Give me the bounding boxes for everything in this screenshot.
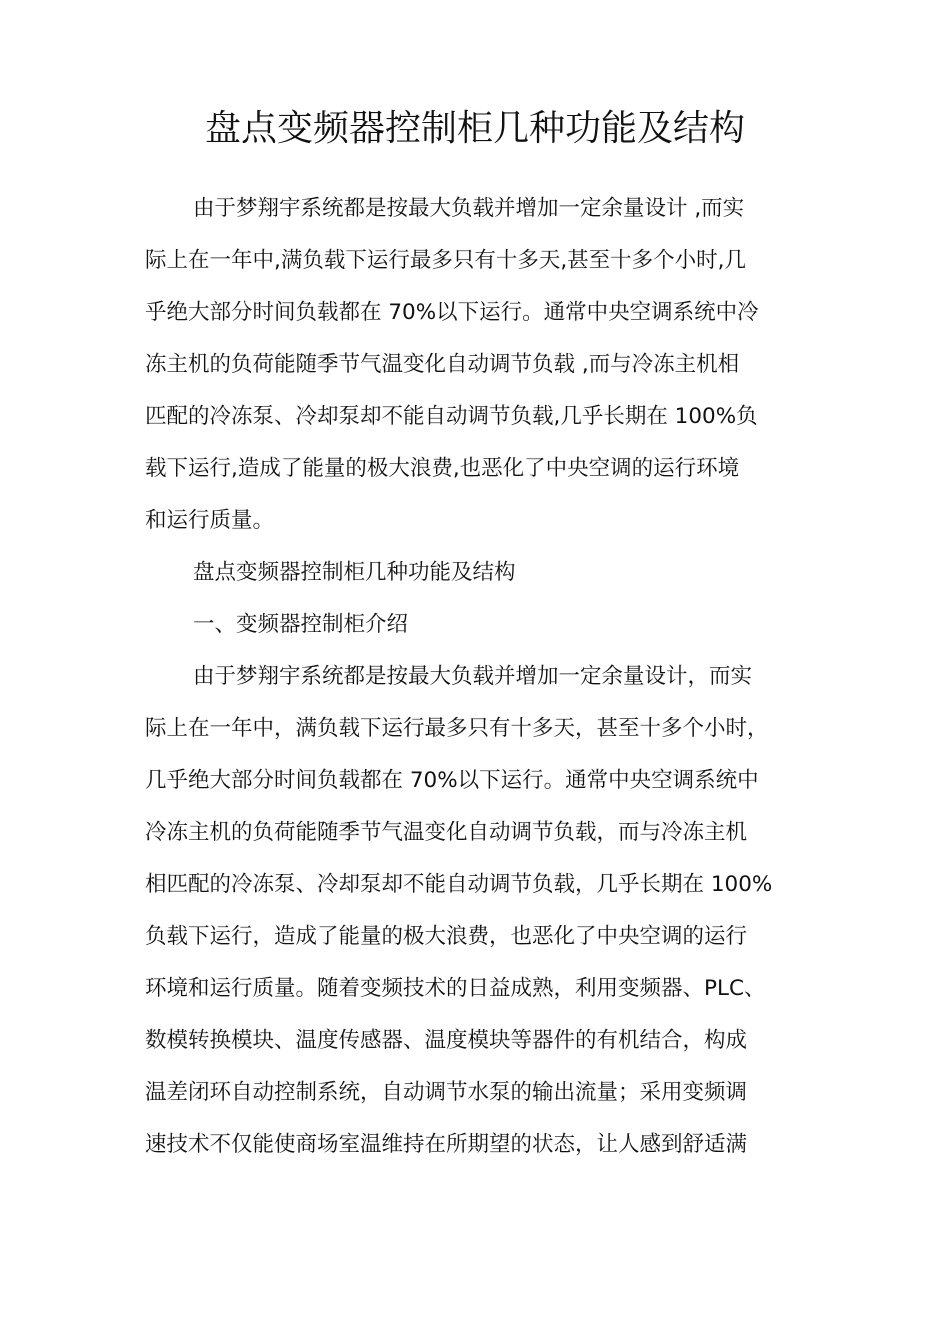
- paragraph-line: 际上在一年中，满负载下运行最多只有十多天，甚至十多个小时，: [145, 716, 769, 741]
- paragraph-line: 温差闭环自动控制系统，自动调节水泵的输出流量；采用变频调: [145, 1080, 748, 1105]
- paragraph-line: 由于梦翔宇系统都是按最大负载并增加一定余量设计 ,而实: [193, 196, 745, 221]
- paragraph-1: [145, 183, 817, 547]
- paragraph-line: 数模转换模块、温度传感器、温度模块等器件的有机结合，构成: [145, 1028, 748, 1053]
- document-body: [145, 183, 817, 1171]
- paragraph-line: 由于梦翔宇系统都是按最大负载并增加一定余量设计，而实: [193, 664, 753, 689]
- paragraph-2: [145, 651, 817, 1171]
- paragraph-line: 几乎绝大部分时间负载都在 70%以下运行。通常中央空调系统中: [145, 768, 759, 793]
- paragraph-line: 冷冻主机的负荷能随季节气温变化自动调节负载，而与冷冻主机: [145, 820, 748, 845]
- paragraph-line: 际上在一年中,满负载下运行最多只有十多天,甚至十多个小时,几: [145, 248, 747, 273]
- paragraph-line: 速技术不仅能使商场室温维持在所期望的状态，让人感到舒适满: [145, 1132, 748, 1157]
- paragraph-line: 环境和运行质量。随着变频技术的日益成熟，利用变频器、PLC、: [145, 976, 766, 1001]
- section-heading: 盘点变频器控制柜几种功能及结构: [193, 560, 516, 585]
- paragraph-line: 相匹配的冷冻泵、冷却泵却不能自动调节负载，几乎长期在 100%: [145, 872, 773, 897]
- paragraph-line: 冻主机的负荷能随季节气温变化自动调节负载 ,而与冷冻主机相: [145, 352, 740, 377]
- paragraph-line: 和运行质量。: [145, 508, 275, 533]
- paragraph-line: 负载下运行，造成了能量的极大浪费，也恶化了中央空调的运行: [145, 924, 748, 949]
- subsection-heading: 一、变频器控制柜介绍: [193, 612, 409, 637]
- paragraph-line: 载下运行,造成了能量的极大浪费,也恶化了中央空调的运行环境: [145, 456, 740, 481]
- paragraph-line: 匹配的冷冻泵、冷却泵却不能自动调节负载,几乎长期在 100%负: [145, 404, 758, 429]
- paragraph-line: 乎绝大部分时间负载都在 70%以下运行。通常中央空调系统中冷: [145, 300, 759, 325]
- document-title: 盘点变频器控制柜几种功能及结构: [204, 108, 745, 149]
